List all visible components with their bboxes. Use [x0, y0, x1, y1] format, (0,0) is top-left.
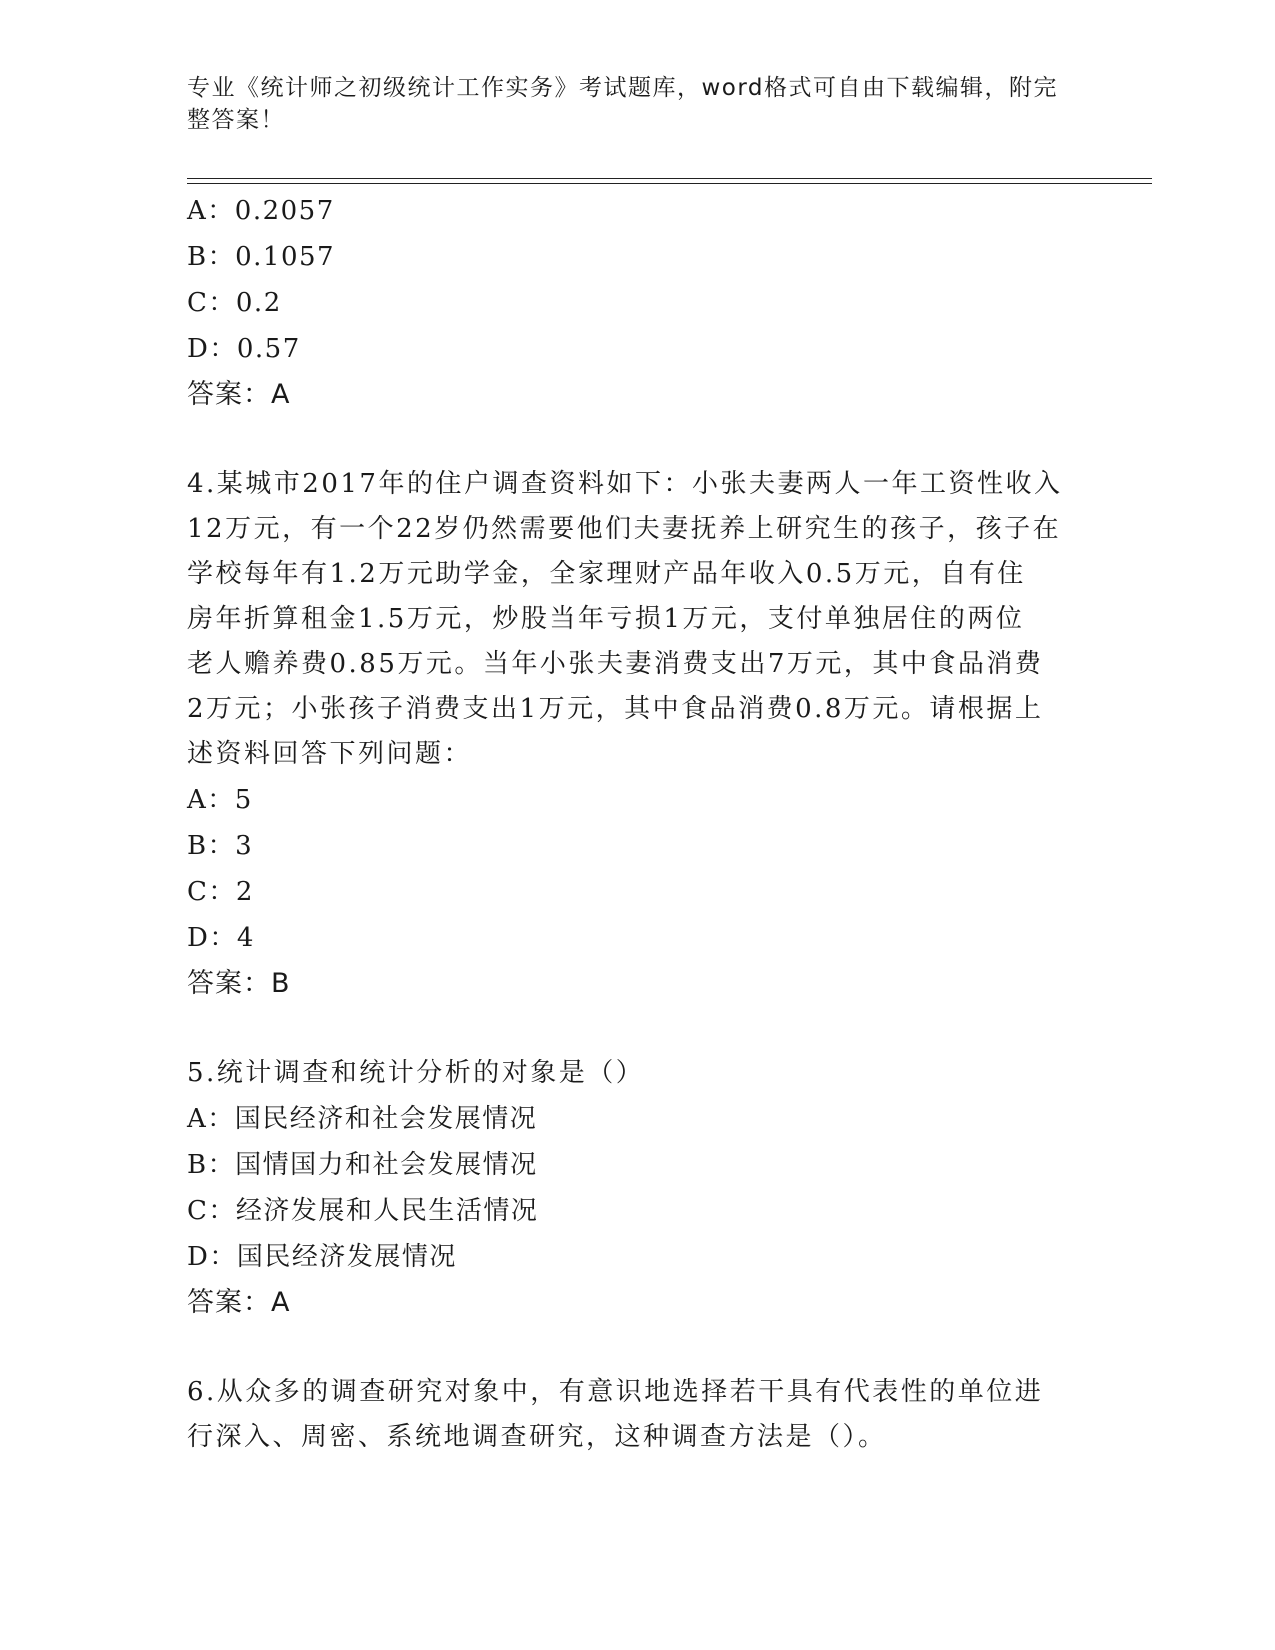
option-b: B：国情国力和社会发展情况 [187, 1150, 538, 1180]
option-a: A：0.2057 [187, 196, 335, 226]
question-text-line: 老人赡养费0.85万元。当年小张夫妻消费支出7万元，其中食品消费 [187, 649, 1044, 679]
question-text-line: 6.从众多的调查研究对象中，有意识地选择若干具有代表性的单位进 [187, 1377, 1044, 1407]
option-c: C：经济发展和人民生活情况 [187, 1196, 539, 1226]
option-a: A：国民经济和社会发展情况 [187, 1104, 538, 1134]
header-line-2: 整答案！ [187, 107, 285, 133]
document-body [187, 188, 1087, 1460]
spacer [187, 1326, 1087, 1370]
header-divider-bottom [187, 183, 1152, 184]
option-d: D：0.57 [187, 334, 301, 364]
spacer [187, 1007, 1087, 1051]
answer-line: 答案：B [187, 968, 291, 999]
option-b: B：3 [187, 831, 254, 861]
question-text-line: 述资料回答下列问题： [187, 739, 473, 769]
question-text-line: 4.某城市2017年的住户调查资料如下：小张夫妻两人一年工资性收入 [187, 469, 1063, 499]
spacer [187, 418, 1087, 462]
option-c: C：0.2 [187, 288, 282, 318]
question-text-line: 5.统计调查和统计分析的对象是（） [187, 1058, 645, 1088]
option-d: D：国民经济发展情况 [187, 1242, 457, 1272]
question-text-line: 2万元；小张孩子消费支出1万元，其中食品消费0.8万元。请根据上 [187, 694, 1044, 724]
question-4 [187, 462, 1087, 1007]
option-a: A：5 [187, 785, 253, 815]
header-divider-top [187, 178, 1152, 179]
option-b: B：0.1057 [187, 242, 336, 272]
document-header [187, 72, 1087, 136]
question-text-line: 学校每年有1.2万元助学金，全家理财产品年收入0.5万元，自有住 [187, 559, 1026, 589]
option-d: D：4 [187, 923, 255, 953]
answer-line: 答案：A [187, 1287, 291, 1318]
question-text-line: 行深入、周密、系统地调查研究，这种调查方法是（）。 [187, 1422, 887, 1452]
question-3 [187, 188, 1087, 418]
question-text-line: 房年折算租金1.5万元，炒股当年亏损1万元，支付单独居住的两位 [187, 604, 1025, 634]
option-c: C：2 [187, 877, 254, 907]
question-6 [187, 1370, 1087, 1460]
header-line-1: 专业《统计师之初级统计工作实务》考试题库，word格式可自由下载编辑，附完 [187, 75, 1059, 101]
answer-line: 答案：A [187, 379, 291, 410]
question-5 [187, 1051, 1087, 1326]
question-text-line: 12万元，有一个22岁仍然需要他们夫妻抚养上研究生的孩子，孩子在 [187, 514, 1062, 544]
